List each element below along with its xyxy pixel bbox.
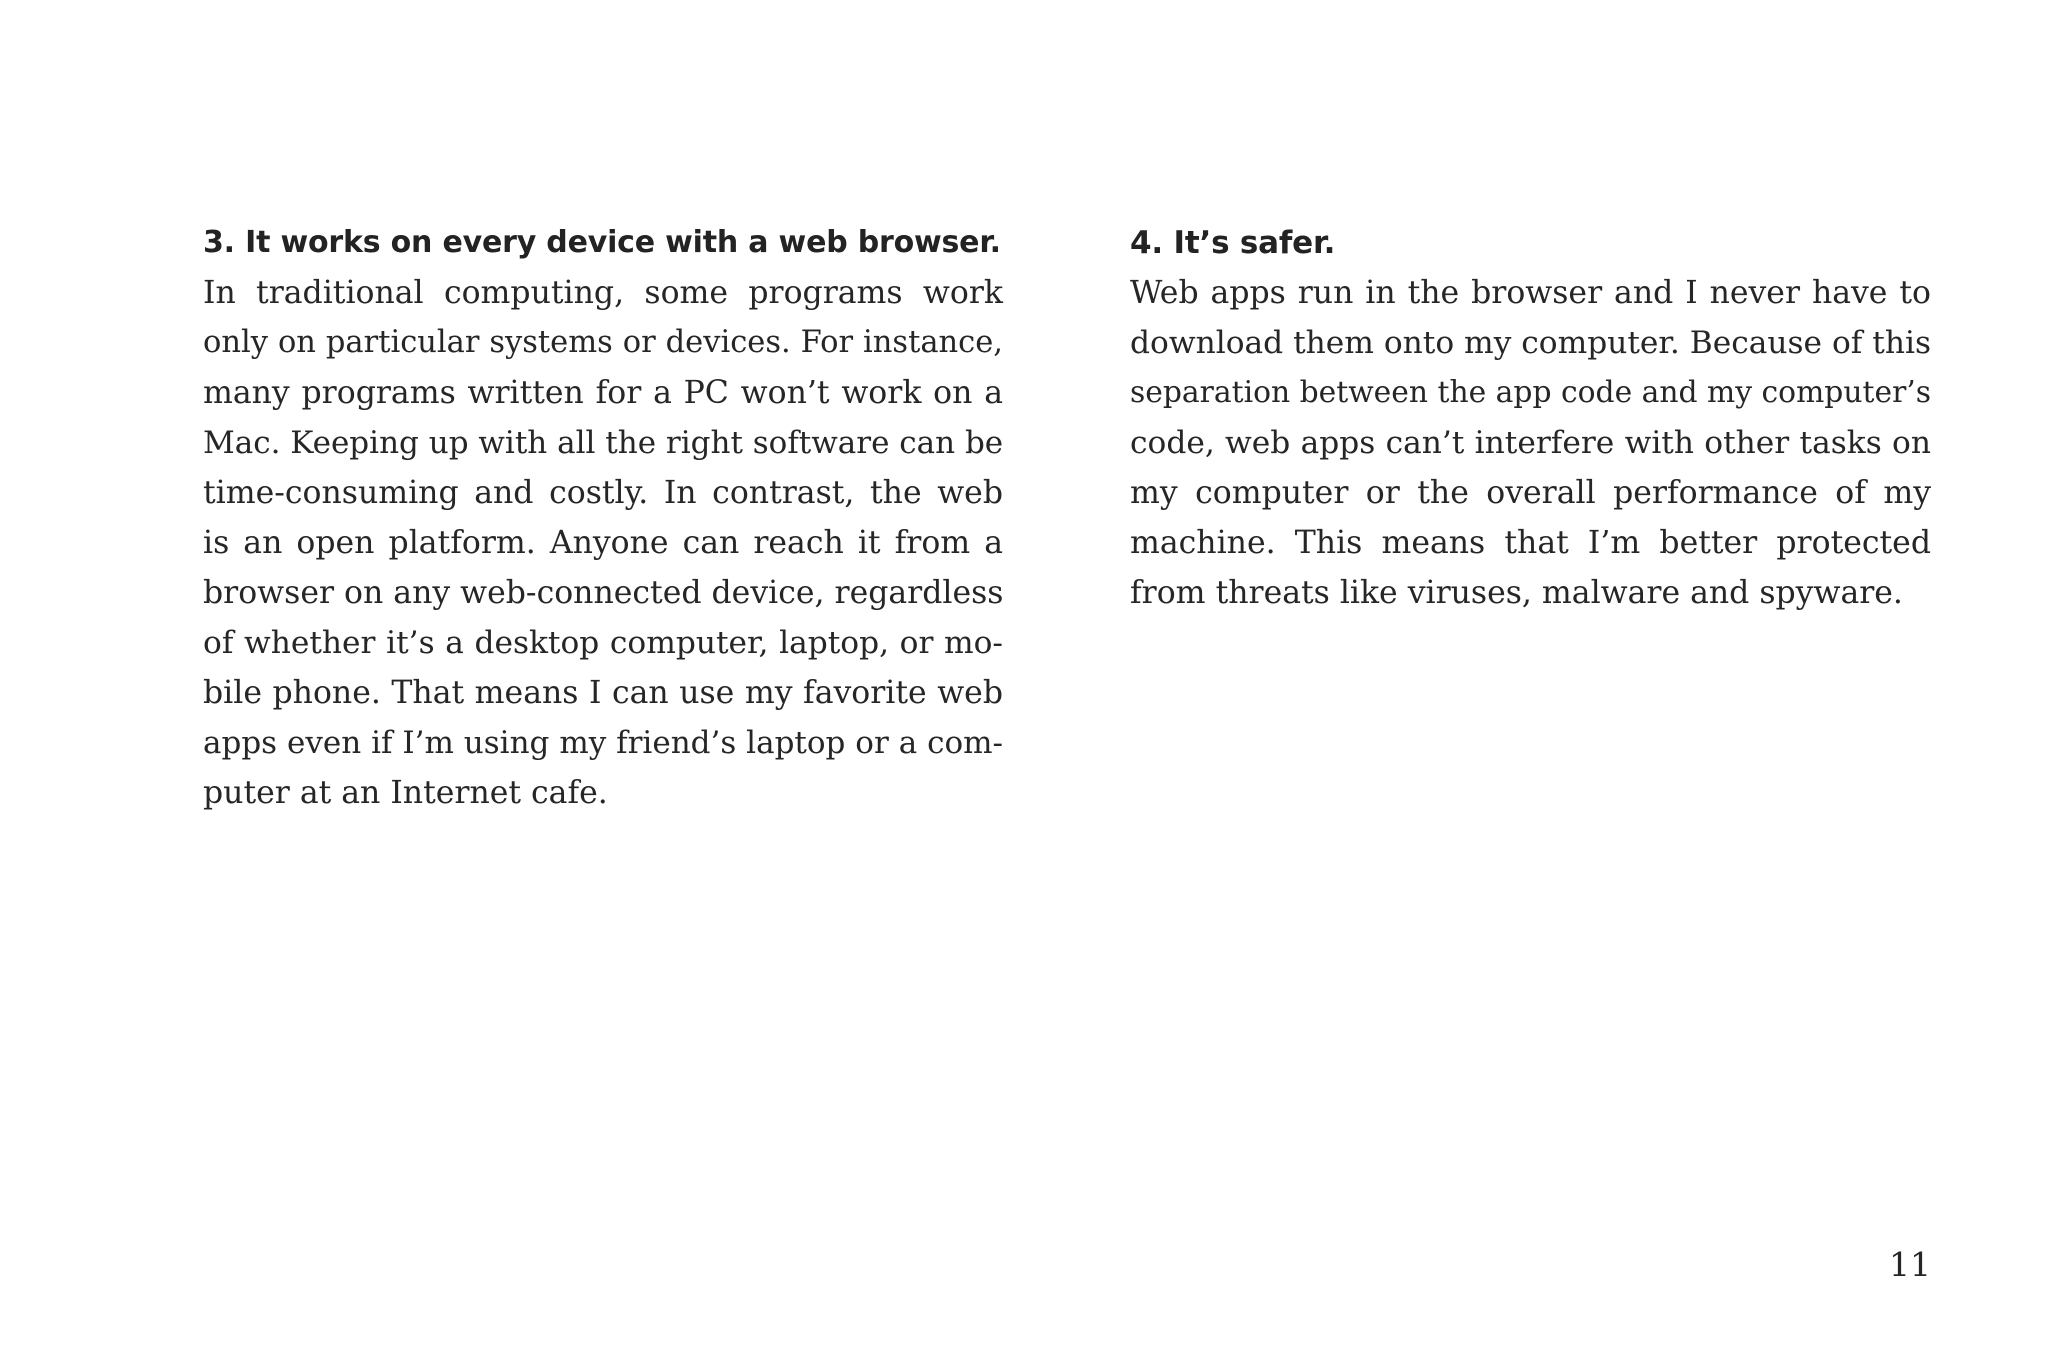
section-heading: 4. It’s safer.	[1130, 225, 1336, 261]
body-line: browser on any web-connected device, regardless	[203, 575, 1004, 611]
body-line: download them onto my computer. Because of this	[1130, 325, 1931, 361]
body-line: only on particular systems or devices. For instance,	[203, 325, 1003, 360]
body-line: my computer or the overall performance of my	[1130, 475, 1931, 511]
body-line: from threats like viruses, malware and spyware.	[1130, 575, 1903, 611]
body-line: machine. This means that I’m better protected	[1130, 525, 1931, 561]
section-heading: 3. It works on every device with a web browser.	[203, 225, 1001, 260]
body-line: separation between the app code and my computer’s	[1130, 375, 1932, 410]
section-its-safer	[1130, 218, 1931, 618]
body-line: Web apps run in the browser and I never have to	[1130, 275, 1931, 311]
page-number: 11	[1889, 1245, 1931, 1284]
section-works-on-every-device	[203, 218, 1003, 818]
body-line: puter at an Internet cafe.	[203, 775, 608, 811]
body-line: apps even if I’m using my friend’s laptop or a com-	[203, 725, 1003, 761]
body-line: of whether it’s a desktop computer, laptop, or mo-	[203, 625, 1003, 661]
body-line: In traditional computing, some programs work	[203, 275, 1003, 311]
body-line: is an open platform. Anyone can reach it from a	[203, 525, 1003, 561]
body-line: time-consuming and costly. In contrast, the web	[203, 475, 1003, 511]
body-line: bile phone. That means I can use my favorite web	[203, 675, 1003, 711]
section-body	[203, 268, 1003, 818]
body-line: many programs written for a PC won’t work on a	[203, 375, 1003, 411]
section-body	[1130, 268, 1931, 618]
body-line: Mac. Keeping up with all the right software can be	[203, 425, 1004, 461]
body-line: code, web apps can’t interfere with other tasks on	[1130, 425, 1931, 461]
